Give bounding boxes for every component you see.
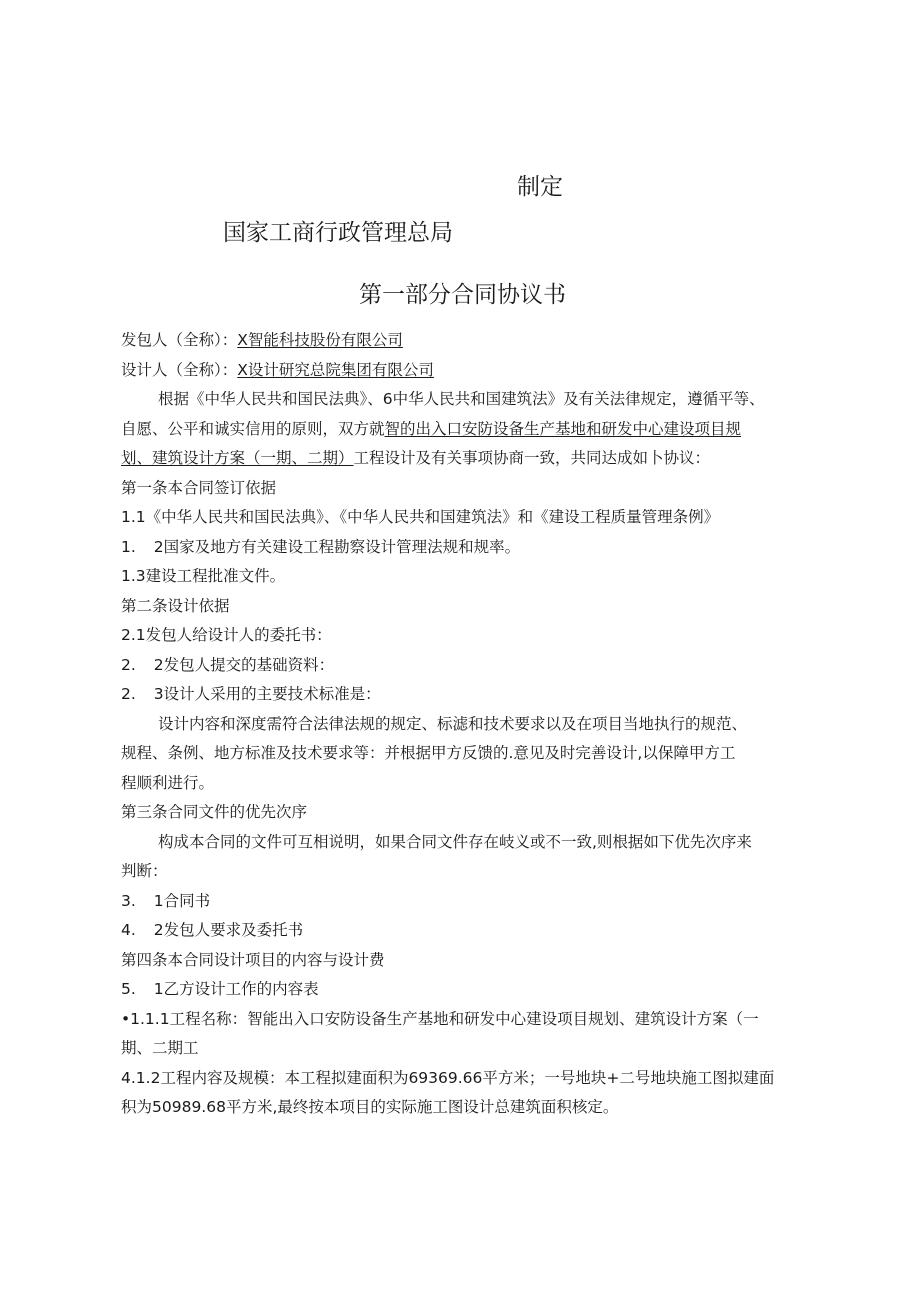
item-text: 1乙方设计工作的内容表	[153, 980, 319, 998]
employer-name: X智能科技股份有限公司	[237, 331, 403, 349]
article-2-item-1: 2.1发包人给设计人的委托书：	[121, 626, 332, 644]
designer-name: X设计研究总院集团有限公司	[237, 360, 434, 379]
project-name-part2: 划、建筑设计方案（一期、二期）	[121, 449, 354, 467]
item-text: 2发包人提交的基础资料：	[153, 655, 335, 674]
article-4-title: 第四条本合同设计项目的内容与设计费	[121, 950, 385, 969]
article-2-para-line-3: 程顺利进行。	[121, 773, 215, 792]
intro-line-2	[121, 415, 811, 445]
article-4-item-1	[121, 975, 811, 1005]
article-3-title: 第三条合同文件的优先次序	[121, 803, 308, 821]
item-text: 1合同书	[153, 891, 211, 910]
article-2-title: 第二条设计依据	[121, 596, 230, 615]
intro-text: 工程设计及有关事项协商一致，共同达成如卜协议：	[353, 449, 711, 467]
contract-body	[121, 326, 811, 1123]
article-3-item-1	[121, 887, 811, 917]
article-1-item-1: 1.1《中华人民共和国民法典》、《中华人民共和国建筑法》和《建设工程质量管理条例》	[121, 508, 720, 526]
item-text: 2发包人要求及委托书	[153, 921, 304, 939]
article-4-item-2-line-1: •1.1.1工程名称：智能出入口安防设备生产基地和研发中心建设项目规划、建筑设计方案（一	[121, 1009, 759, 1028]
article-2-para-line-1: 设计内容和深度需符合法律法规的规定、标滤和技术要求以及在项目当地执行的规范、	[158, 714, 748, 733]
item-number: 3.	[121, 891, 136, 910]
article-4-item-3-line-1: 4.1.2工程内容及规模：本工程拟建面积为69369.66平方米；一号地块+二号地块施工图拟建面	[121, 1068, 775, 1087]
agency-heading: 国家工商行政管理总局	[223, 220, 453, 246]
intro-line-1: 根据《中华人民共和国民法典》、6中华人民共和国建筑法》及有关法律规定，遵循平等、	[158, 390, 765, 408]
article-1-item-2	[121, 533, 811, 563]
article-4-item-2-line-2: 期、二期工	[121, 1039, 199, 1057]
designer-label: 设计人（全称）：	[121, 360, 238, 379]
article-3-item-2	[121, 916, 811, 946]
project-name-part1: 智的出入口安防设备生产基地和研发中心建设项目规	[384, 419, 742, 438]
item-number: 2.	[121, 685, 136, 703]
article-2-para-line-2: 规程、条例、地方标准及技术要求等：并根据甲方反馈的.意见及时完善设计,以保障甲方工	[121, 744, 736, 762]
item-number: 2.	[121, 655, 136, 674]
intro-text: 自愿、公平和诚实信用的原则，双方就	[121, 419, 385, 438]
article-3-para-line-1: 构成本合同的文件可互相说明，如果合同文件存在岐义或不一致,则根据如下优先次序来	[158, 832, 752, 851]
designer-line	[121, 356, 811, 386]
article-2-item-2	[121, 651, 811, 681]
article-4-item-3-line-2: 积为50989.68平方米,最终按本项目的实际施工图设计总建筑面积核定。	[121, 1098, 619, 1116]
item-number: 5.	[121, 980, 136, 998]
employer-line	[121, 326, 811, 356]
intro-line-3	[121, 444, 811, 474]
item-number: 4.	[121, 921, 136, 939]
part-title: 第一部分合同协议书	[359, 282, 566, 308]
article-2-item-3	[121, 680, 811, 710]
item-text: 3设计人采用的主要技术标准是：	[153, 685, 381, 703]
item-text: 2国家及地方有关建设工程勘察设计管理法规和规率。	[153, 537, 521, 556]
article-1-title: 第一条本合同签订依据	[121, 478, 277, 497]
made-heading: 制定	[517, 174, 563, 200]
article-3-para-line-2: 判断：	[121, 862, 168, 880]
item-number: 1.	[121, 537, 136, 556]
article-1-item-3: 1.3建设工程批准文件。	[121, 567, 286, 585]
employer-label: 发包人（全称）：	[121, 331, 238, 349]
